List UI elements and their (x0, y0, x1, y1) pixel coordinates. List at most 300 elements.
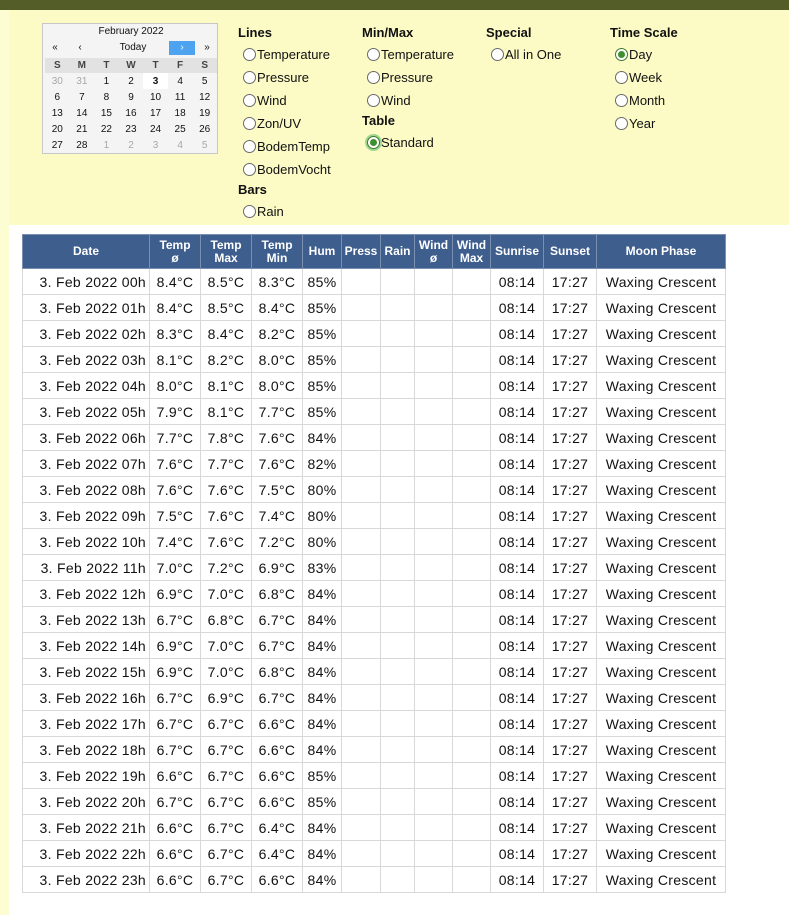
table-cell: 8.4°C (252, 295, 303, 321)
table-cell (415, 659, 453, 685)
table-cell: Waxing Crescent (597, 295, 726, 321)
calendar-day[interactable]: 25 (174, 123, 186, 135)
table-cell: Waxing Crescent (597, 815, 726, 841)
table-cell: 80% (303, 529, 342, 555)
lines-option-bodemvocht[interactable] (243, 162, 331, 178)
calendar-day[interactable]: 11 (174, 91, 186, 103)
table-cell: 08:14 (491, 607, 544, 633)
table-cell: 6.7°C (150, 789, 201, 815)
table-cell: 8.1°C (201, 399, 252, 425)
column-header (453, 235, 491, 269)
table-cell (453, 399, 491, 425)
table-cell (342, 555, 381, 581)
column-header-line1: Sunset (549, 244, 590, 258)
calendar-day[interactable]: 1 (103, 139, 110, 151)
column-header (150, 235, 201, 269)
calendar-day[interactable]: 2 (128, 139, 134, 151)
table-cell (342, 295, 381, 321)
table-cell: 7.0°C (201, 581, 252, 607)
calendar-day[interactable]: 5 (201, 139, 208, 151)
option-label: Day (629, 47, 653, 62)
table-cell (415, 347, 453, 373)
weekday-label: F (177, 60, 184, 71)
today-button[interactable]: Today (119, 42, 147, 53)
special-group-title: Special (486, 25, 532, 40)
table-cell (381, 269, 415, 295)
lines-option-wind[interactable] (243, 93, 287, 109)
table-row (23, 425, 726, 451)
table-cell: 85% (303, 321, 342, 347)
table-cell: 6.9°C (150, 581, 201, 607)
table-cell: 3. Feb 2022 05h (23, 399, 150, 425)
table-cell: 7.5°C (150, 503, 201, 529)
table-cell (342, 659, 381, 685)
radio-button-icon[interactable] (243, 163, 256, 176)
column-header-line2: ø (171, 250, 179, 265)
table-cell: 3. Feb 2022 04h (23, 373, 150, 399)
table-row (23, 737, 726, 763)
table-row (23, 685, 726, 711)
table-cell (381, 529, 415, 555)
table-cell (342, 269, 381, 295)
table-cell: 6.6°C (150, 763, 201, 789)
next-month-button[interactable]: › (169, 41, 195, 55)
column-header-line1: Wind (418, 237, 449, 252)
radio-button-icon[interactable] (367, 136, 380, 149)
calendar-day[interactable]: 12 (199, 91, 211, 103)
radio-button-icon[interactable] (491, 48, 504, 61)
table-row (23, 477, 726, 503)
timescale-option-week[interactable] (615, 70, 662, 86)
table-cell: 3. Feb 2022 02h (23, 321, 150, 347)
table-cell: 6.6°C (150, 815, 201, 841)
table-cell: 17:27 (544, 789, 597, 815)
table-cell (381, 633, 415, 659)
table-row (23, 711, 726, 737)
table-cell (381, 399, 415, 425)
column-header (252, 235, 303, 269)
table-cell (453, 477, 491, 503)
table-cell: 85% (303, 373, 342, 399)
table-cell: 17:27 (544, 581, 597, 607)
table-cell: 17:27 (544, 737, 597, 763)
option-label: Rain (257, 204, 284, 219)
table-row (23, 789, 726, 815)
radio-button-icon[interactable] (243, 71, 256, 84)
calendar-day[interactable]: 18 (174, 107, 186, 119)
table-row (23, 607, 726, 633)
next-year-button[interactable]: » (204, 42, 210, 53)
table-cell: 6.7°C (201, 737, 252, 763)
date-picker-calendar (42, 23, 218, 154)
table-cell: 8.1°C (150, 347, 201, 373)
table-cell (453, 503, 491, 529)
calendar-grid (45, 58, 217, 153)
table-cell: 08:14 (491, 763, 544, 789)
column-header-line2: Max (214, 250, 238, 265)
table-cell (381, 841, 415, 867)
radio-button-icon[interactable] (243, 205, 256, 218)
option-label: Temperature (381, 47, 454, 62)
table-cell: 08:14 (491, 815, 544, 841)
calendar-day[interactable]: 26 (199, 123, 211, 135)
table-row (23, 451, 726, 477)
table-cell: 7.6°C (201, 529, 252, 555)
table-cell: 85% (303, 295, 342, 321)
table-cell: 83% (303, 555, 342, 581)
table-cell: 7.6°C (150, 451, 201, 477)
table-cell (453, 633, 491, 659)
calendar-day[interactable]: 15 (100, 107, 112, 119)
table-cell: 08:14 (491, 347, 544, 373)
calendar-day[interactable]: 28 (76, 139, 88, 151)
table-cell: 7.0°C (201, 633, 252, 659)
timescale-option-month[interactable] (615, 93, 665, 109)
option-label: Pressure (381, 70, 434, 85)
calendar-month-title: February 2022 (98, 26, 164, 37)
calendar-day[interactable]: 31 (76, 75, 88, 87)
calendar-day[interactable]: 6 (54, 91, 61, 103)
column-header (381, 235, 415, 269)
table-cell: 7.8°C (201, 425, 252, 451)
table-cell: 8.4°C (201, 321, 252, 347)
table-cell: 85% (303, 347, 342, 373)
lines-option-temperature[interactable] (243, 47, 330, 63)
table-cell: 3. Feb 2022 03h (23, 347, 150, 373)
table-cell: 7.9°C (150, 399, 201, 425)
option-label: Year (629, 116, 656, 131)
lines-option-pressure[interactable] (243, 70, 309, 86)
table-row (23, 295, 726, 321)
table-cell (453, 711, 491, 737)
table-cell: 8.3°C (150, 321, 201, 347)
calendar-day[interactable]: 24 (149, 123, 162, 135)
table-cell (342, 503, 381, 529)
table-cell: 6.7°C (150, 711, 201, 737)
table-cell (453, 581, 491, 607)
table-cell: 08:14 (491, 711, 544, 737)
calendar-day[interactable]: 2 (128, 75, 134, 87)
table-cell (342, 451, 381, 477)
radio-button-icon[interactable] (243, 94, 256, 107)
table-cell: 08:14 (491, 659, 544, 685)
table-option-standard[interactable] (367, 135, 434, 151)
table-row (23, 503, 726, 529)
radio-button-icon[interactable] (243, 140, 256, 153)
calendar-day[interactable]: 16 (125, 107, 137, 119)
table-cell: Waxing Crescent (597, 477, 726, 503)
table-cell (415, 607, 453, 633)
table-cell (453, 295, 491, 321)
table-cell: 8.1°C (201, 373, 252, 399)
table-cell (453, 789, 491, 815)
table-cell (453, 347, 491, 373)
calendar-day[interactable]: 13 (51, 107, 63, 119)
table-cell: 6.7°C (150, 685, 201, 711)
table-cell: 08:14 (491, 295, 544, 321)
table-cell: 7.5°C (252, 477, 303, 503)
table-cell: Waxing Crescent (597, 867, 726, 893)
table-cell: 08:14 (491, 581, 544, 607)
table-cell: Waxing Crescent (597, 581, 726, 607)
table-cell (342, 815, 381, 841)
table-cell: 08:14 (491, 269, 544, 295)
column-header (544, 235, 597, 269)
radio-button-icon[interactable] (615, 117, 628, 130)
table-cell (381, 789, 415, 815)
table-cell (381, 321, 415, 347)
table-cell (381, 815, 415, 841)
table-cell: 84% (303, 867, 342, 893)
table-cell: Waxing Crescent (597, 789, 726, 815)
column-header-line1: Temp (159, 237, 191, 252)
column-header (342, 235, 381, 269)
radio-button-icon[interactable] (615, 48, 628, 61)
special-option-all-in-one[interactable] (491, 47, 561, 63)
table-cell: 08:14 (491, 451, 544, 477)
table-cell (342, 321, 381, 347)
table-cell: Waxing Crescent (597, 555, 726, 581)
table-cell (453, 659, 491, 685)
column-header-line2: Min (266, 250, 288, 265)
timescale-group-title: Time Scale (610, 25, 678, 40)
calendar-day[interactable]: 20 (51, 123, 63, 135)
radio-button-icon[interactable] (243, 48, 256, 61)
timescale-option-day[interactable] (615, 47, 652, 63)
table-cell: 3. Feb 2022 23h (23, 867, 150, 893)
calendar-day[interactable]: 30 (51, 75, 63, 87)
column-header-line2: ø (429, 250, 438, 265)
calendar-day[interactable]: 1 (103, 75, 110, 87)
table-cell: 7.0°C (201, 659, 252, 685)
table-cell: 08:14 (491, 737, 544, 763)
table-cell (342, 373, 381, 399)
table-cell: 7.6°C (252, 425, 303, 451)
table-cell (453, 737, 491, 763)
column-header (491, 235, 544, 269)
table-cell: 3. Feb 2022 21h (23, 815, 150, 841)
table-cell: Waxing Crescent (597, 685, 726, 711)
minmax-option-temperature[interactable] (367, 47, 454, 63)
table-cell: 84% (303, 633, 342, 659)
table-cell: 17:27 (544, 529, 597, 555)
table-cell: 84% (303, 659, 342, 685)
minmax-option-pressure[interactable] (367, 70, 433, 86)
table-cell: Waxing Crescent (597, 451, 726, 477)
table-row (23, 347, 726, 373)
radio-button-icon[interactable] (367, 94, 380, 107)
calendar-day[interactable]: 5 (201, 75, 208, 87)
calendar-day[interactable]: 4 (177, 139, 183, 151)
calendar-day[interactable]: 10 (149, 91, 162, 103)
table-cell: 6.6°C (252, 737, 303, 763)
table-cell (415, 633, 453, 659)
calendar-day[interactable]: 4 (177, 75, 183, 87)
lines-option-zon-uv[interactable] (243, 116, 301, 132)
minmax-option-wind[interactable] (367, 93, 411, 109)
table-cell: 8.0°C (252, 373, 303, 399)
table-cell: 8.5°C (201, 269, 252, 295)
calendar-day[interactable]: 17 (149, 107, 162, 119)
table-cell: 08:14 (491, 529, 544, 555)
column-header (415, 235, 453, 269)
table-cell (453, 425, 491, 451)
radio-button-icon[interactable] (615, 94, 628, 107)
calendar-day[interactable]: 27 (51, 139, 63, 151)
table-cell: 6.7°C (201, 763, 252, 789)
table-cell: 6.6°C (252, 867, 303, 893)
table-cell: 85% (303, 399, 342, 425)
table-cell: 08:14 (491, 373, 544, 399)
calendar-day[interactable]: 8 (103, 91, 110, 103)
table-cell: 7.2°C (252, 529, 303, 555)
radio-button-icon[interactable] (367, 48, 380, 61)
calendar-day[interactable]: 3 (143, 73, 168, 89)
table-cell: Waxing Crescent (597, 347, 726, 373)
table-cell: 3. Feb 2022 15h (23, 659, 150, 685)
prev-month-button[interactable]: ‹ (78, 42, 82, 53)
table-cell (381, 295, 415, 321)
table-cell: 7.4°C (150, 529, 201, 555)
table-cell: 6.9°C (150, 659, 201, 685)
table-cell: 08:14 (491, 633, 544, 659)
calendar-day[interactable]: 7 (79, 91, 85, 103)
table-cell (415, 295, 453, 321)
table-cell: Waxing Crescent (597, 607, 726, 633)
radio-button-icon[interactable] (615, 71, 628, 84)
table-cell (453, 607, 491, 633)
table-row (23, 321, 726, 347)
table-cell: 3. Feb 2022 01h (23, 295, 150, 321)
table-cell: 6.6°C (252, 711, 303, 737)
table-cell: 3. Feb 2022 22h (23, 841, 150, 867)
table-cell: 08:14 (491, 841, 544, 867)
column-header (201, 235, 252, 269)
table-cell: 6.8°C (252, 581, 303, 607)
radio-button-icon[interactable] (367, 71, 380, 84)
table-row (23, 867, 726, 893)
option-label: BodemTemp (257, 139, 330, 154)
table-cell: 8.2°C (201, 347, 252, 373)
table-cell: 7.6°C (150, 477, 201, 503)
radio-button-icon[interactable] (243, 117, 256, 130)
table-cell: 6.8°C (201, 607, 252, 633)
bars-option-rain[interactable] (243, 204, 284, 220)
option-label: Zon/UV (257, 116, 302, 131)
table-cell: 17:27 (544, 763, 597, 789)
table-cell: 3. Feb 2022 16h (23, 685, 150, 711)
table-cell: 6.7°C (252, 685, 303, 711)
table-cell (342, 737, 381, 763)
table-row (23, 269, 726, 295)
weekday-label: T (152, 60, 159, 71)
option-label: Wind (257, 93, 287, 108)
calendar-day[interactable]: 21 (76, 123, 88, 135)
lines-option-bodemtemp[interactable] (243, 139, 330, 155)
table-cell (342, 841, 381, 867)
table-cell: 08:14 (491, 789, 544, 815)
prev-year-button[interactable]: « (52, 42, 58, 53)
weekday-label: S (53, 60, 61, 71)
table-cell (342, 425, 381, 451)
calendar-day[interactable]: 22 (100, 123, 112, 135)
column-header (597, 235, 726, 269)
table-row (23, 841, 726, 867)
table-cell (381, 347, 415, 373)
option-label: Month (629, 93, 666, 108)
table-cell: 3. Feb 2022 17h (23, 711, 150, 737)
table-cell (453, 321, 491, 347)
table-cell: 17:27 (544, 659, 597, 685)
table-cell (342, 607, 381, 633)
table-cell (342, 685, 381, 711)
table-cell: 08:14 (491, 685, 544, 711)
table-cell: 3. Feb 2022 13h (23, 607, 150, 633)
table-cell: Waxing Crescent (597, 425, 726, 451)
bars-group-title: Bars (238, 182, 267, 197)
table-cell: 3. Feb 2022 10h (23, 529, 150, 555)
table-cell: 17:27 (544, 347, 597, 373)
table-cell (342, 477, 381, 503)
table-cell: 6.7°C (201, 841, 252, 867)
table-cell: 84% (303, 581, 342, 607)
table-cell: 6.7°C (252, 607, 303, 633)
table-cell: 17:27 (544, 867, 597, 893)
table-cell: 3. Feb 2022 07h (23, 451, 150, 477)
column-header-line1: Date (72, 244, 99, 258)
table-cell (415, 503, 453, 529)
column-header-line1: Sunrise (494, 244, 539, 258)
table-cell: Waxing Crescent (597, 269, 726, 295)
calendar-day[interactable]: 23 (125, 123, 137, 135)
table-cell: 6.7°C (201, 789, 252, 815)
top-bar (0, 0, 789, 10)
table-cell: 6.6°C (150, 841, 201, 867)
table-cell: 17:27 (544, 295, 597, 321)
table-cell: 6.7°C (201, 711, 252, 737)
table-cell (381, 373, 415, 399)
table-cell: 8.4°C (150, 295, 201, 321)
left-strip (0, 10, 9, 915)
table-cell (415, 321, 453, 347)
table-cell: 08:14 (491, 477, 544, 503)
table-cell: Waxing Crescent (597, 529, 726, 555)
calendar-day[interactable]: 19 (199, 107, 211, 119)
table-cell: 3. Feb 2022 20h (23, 789, 150, 815)
table-cell: 17:27 (544, 451, 597, 477)
table-cell: 80% (303, 477, 342, 503)
table-cell: 84% (303, 841, 342, 867)
table-cell: 3. Feb 2022 14h (23, 633, 150, 659)
column-header-line1: Press (344, 244, 378, 258)
table-cell: 7.2°C (201, 555, 252, 581)
table-cell: 3. Feb 2022 18h (23, 737, 150, 763)
table-cell (381, 711, 415, 737)
table-cell: 84% (303, 815, 342, 841)
table-cell (453, 269, 491, 295)
calendar-day[interactable]: 3 (152, 139, 159, 151)
table-cell: 8.0°C (252, 347, 303, 373)
table-cell: Waxing Crescent (597, 711, 726, 737)
timescale-option-year[interactable] (615, 116, 655, 132)
table-cell: 6.9°C (252, 555, 303, 581)
table-cell: 17:27 (544, 503, 597, 529)
calendar-day[interactable]: 9 (128, 91, 134, 103)
calendar-day[interactable]: 14 (76, 107, 88, 119)
table-cell: 08:14 (491, 503, 544, 529)
table-cell: Waxing Crescent (597, 841, 726, 867)
table-cell: 6.8°C (252, 659, 303, 685)
